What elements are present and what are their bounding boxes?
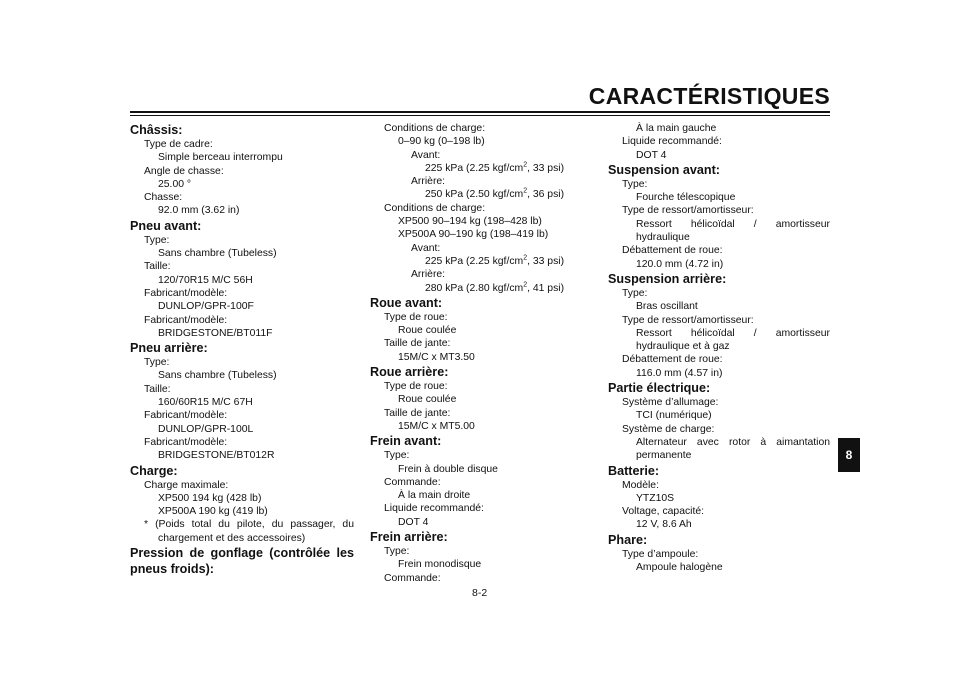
spec-value: DOT 4: [398, 516, 429, 528]
spec-value: YTZ10S: [636, 492, 675, 504]
spec-value: XP500 194 kg (428 lb): [158, 492, 262, 504]
spec-value: 0–90 kg (0–198 lb): [398, 136, 485, 148]
spec-value: Roue coulée: [398, 394, 457, 406]
spec-label: Fabricant/modèle:: [144, 410, 228, 422]
section-heading-suspension-avant: Suspension avant:: [608, 162, 720, 177]
spec-label: Système de charge:: [622, 423, 715, 435]
section-heading-pneu-avant: Pneu avant:: [130, 218, 202, 233]
chapter-tab[interactable]: 8: [838, 438, 860, 472]
section-heading-pression: Pression de gonflage (contrôlée les pneus froids):: [130, 546, 354, 577]
header-rule-thick: [130, 111, 830, 113]
spec-value: TCI (numérique): [636, 410, 712, 422]
page-number: 8-2: [472, 587, 488, 599]
section-heading-phare: Phare:: [608, 532, 648, 547]
spec-value: Frein à double disque: [398, 463, 498, 475]
spec-label: Type:: [144, 357, 170, 369]
spec-label: Type de roue:: [384, 381, 448, 393]
spec-value: 120/70R15 M/C 56H: [158, 274, 253, 286]
spec-value: XP500A 90–190 kg (198–419 lb): [398, 229, 549, 241]
spec-value: Sans chambre (Tubeless): [158, 248, 277, 260]
spec-value: 25.00 °: [158, 178, 192, 190]
spec-value: Alternateur avec rotor à aimantation permanente: [636, 436, 830, 462]
spec-label: Type de cadre:: [144, 139, 213, 150]
spec-value: DOT 4: [636, 149, 667, 161]
section-heading-roue-avant: Roue avant:: [370, 295, 443, 310]
spec-label: Avant:: [411, 242, 441, 254]
section-heading-frein-avant: Frein avant:: [370, 434, 442, 449]
spec-value: BRIDGESTONE/BT012R: [158, 450, 275, 462]
spec-label: Modèle:: [622, 479, 659, 491]
spec-label: Type:: [384, 450, 410, 462]
spec-label: Taille:: [144, 261, 171, 273]
spec-value: XP500A 190 kg (419 lb): [158, 506, 268, 518]
spec-label: Fabricant/modèle:: [144, 314, 228, 326]
spec-value: 120.0 mm (4.72 in): [636, 258, 724, 270]
spec-value: Frein monodisque: [398, 559, 482, 571]
spec-label: Type:: [384, 546, 410, 558]
spec-label: Type de ressort/amortisseur:: [622, 314, 754, 326]
spec-label: Arrière:: [411, 176, 446, 188]
spec-label: Conditions de charge:: [384, 123, 486, 134]
section-heading-suspension-arriere: Suspension arrière:: [608, 271, 727, 286]
spec-value: 12 V, 8.6 Ah: [636, 519, 692, 531]
spec-value: Roue coulée: [398, 325, 457, 337]
section-heading-partie-electrique: Partie électrique:: [608, 381, 711, 396]
column-1: [130, 122, 354, 577]
spec-label: Liquide recommandé:: [384, 503, 484, 515]
spec-label: Angle de chasse:: [144, 165, 224, 177]
section-heading-pneu-arriere: Pneu arrière:: [130, 341, 208, 356]
spec-label: Type:: [622, 178, 648, 190]
spec-value: DUNLOP/GPR-100F: [158, 301, 254, 313]
spec-label: Type d’ampoule:: [622, 548, 699, 560]
spec-label: Type de ressort/amortisseur:: [622, 205, 754, 217]
spec-label: Type de roue:: [384, 311, 448, 323]
spec-label: Taille de jante:: [384, 407, 451, 419]
spec-value: 225 kPa (2.25 kgf/$cm^2$, 33 psi): [425, 161, 565, 174]
section-heading-batterie: Batterie:: [608, 463, 660, 478]
spec-value: XP500 90–194 kg (198–428 lb): [398, 216, 542, 228]
spec-label: Charge maximale:: [144, 479, 229, 491]
spec-label: Type:: [622, 287, 648, 299]
spec-value: 160/60R15 M/C 67H: [158, 397, 253, 409]
spec-label: Débattement de roue:: [622, 354, 723, 366]
spec-value: Bras oscillant: [636, 301, 698, 313]
column-3: [608, 122, 830, 574]
section-heading-charge: Charge:: [130, 463, 178, 478]
spec-label: Arrière:: [411, 269, 446, 281]
spec-label: Voltage, capacité:: [622, 506, 705, 518]
spec-value: 280 kPa (2.80 kgf/$cm^2$, 41 psi): [425, 281, 565, 294]
spec-label: Commande:: [384, 572, 441, 584]
column-2: [370, 122, 596, 585]
section-heading-frein-arriere: Frein arrière:: [370, 530, 448, 545]
spec-label: Conditions de charge:: [384, 202, 486, 214]
spec-value: À la main gauche: [636, 123, 717, 134]
spec-label: Liquide recommandé:: [622, 136, 722, 148]
spec-value: BRIDGESTONE/BT011F: [158, 327, 273, 339]
spec-label: Système d’allumage:: [622, 397, 719, 409]
spec-value: Ampoule halogène: [636, 562, 723, 574]
spec-value: 92.0 mm (3.62 in): [158, 205, 240, 217]
spec-value: 250 kPa (2.50 kgf/$cm^2$, 36 psi): [425, 188, 565, 201]
spec-value: 116.0 mm (4.57 in): [636, 367, 723, 379]
spec-label: Type:: [144, 234, 170, 246]
section-heading-roue-arriere: Roue arrière:: [370, 365, 449, 380]
spec-value: DUNLOP/GPR-100L: [158, 423, 254, 435]
spec-label: Débattement de roue:: [622, 245, 723, 257]
spec-label: Taille:: [144, 383, 171, 395]
spec-label: Avant:: [411, 149, 441, 161]
spec-label: Fabricant/modèle:: [144, 287, 228, 299]
spec-label: Taille de jante:: [384, 338, 451, 350]
section-heading-chassis: Châssis:: [130, 123, 183, 137]
header-rule-thin: [130, 115, 830, 116]
spec-value: Ressort hélicoïdal / amortisseur hydraulique: [636, 218, 830, 244]
spec-value: 15M/C x MT3.50: [398, 351, 475, 363]
spec-value: 15M/C x MT5.00: [398, 420, 475, 432]
page-title: CARACTÉRISTIQUES: [588, 83, 830, 109]
spec-value: Simple berceau interrompu: [158, 152, 283, 164]
spec-value: Ressort hélicoïdal / amortisseur hydraulique et à gaz: [636, 327, 830, 353]
spec-label: Commande:: [384, 476, 441, 488]
spec-label: Fabricant/modèle:: [144, 436, 228, 448]
spec-value: À la main droite: [398, 490, 471, 502]
spec-value: Sans chambre (Tubeless): [158, 370, 277, 382]
spec-value: 225 kPa (2.25 kgf/$cm^2$, 33 psi): [425, 254, 565, 267]
spec-label: Chasse:: [144, 192, 183, 204]
spec-value: Fourche télescopique: [636, 192, 736, 204]
footnote: * (Poids total du pilote, du passager, du chargement et des accessoires): [144, 519, 354, 544]
